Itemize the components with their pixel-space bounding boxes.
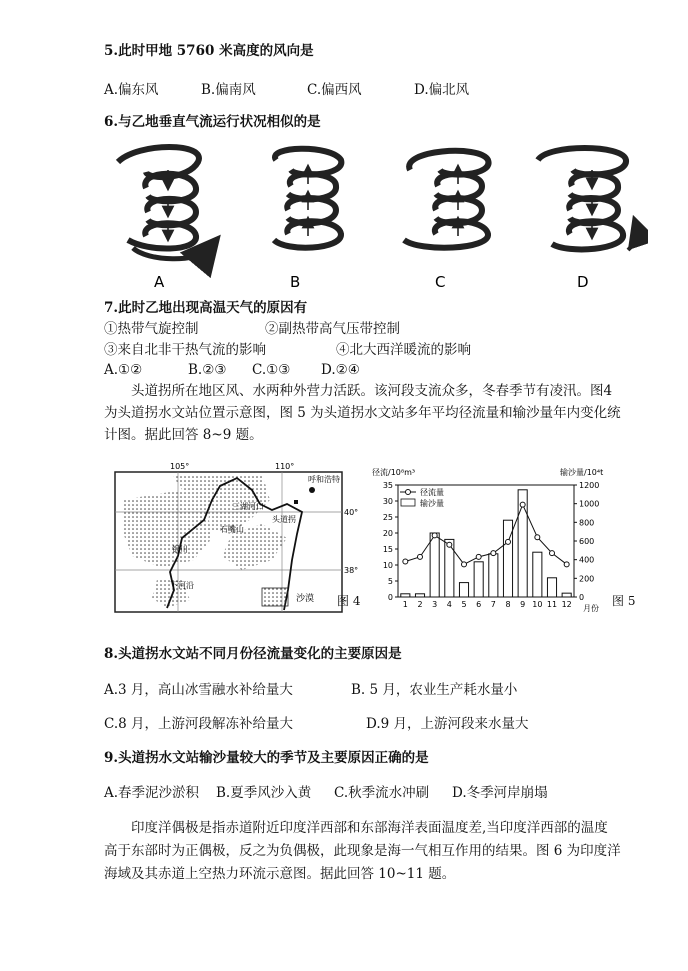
q7-option-b[interactable]: B.②③	[188, 362, 227, 378]
q7-stem: 7.此时乙地出现高温天气的原因有	[104, 300, 308, 316]
place-sanhuhekou: 三湖河口	[232, 502, 264, 511]
runoff-point	[506, 539, 511, 544]
sediment-bar	[415, 594, 424, 597]
q9-option-d[interactable]: D.冬季河岸崩塌	[452, 785, 548, 801]
q5-stem: 5.此时甲地 5760 米高度的风向是	[104, 43, 314, 59]
place-hohhot: 呼和浩特	[308, 475, 340, 484]
legend-sediment-label: 输沙量	[420, 499, 444, 508]
intro1-line1: 头道拐所在地区风、水两种外营力活跃。该河段支流众多，冬春季节有凌汛。图4	[131, 383, 613, 399]
airflow-spirals-figure	[108, 140, 648, 295]
y-left-tick-label: 25	[382, 513, 393, 522]
q8-option-c[interactable]: C.8 月，上游河段解冻补给量大	[104, 716, 294, 732]
spiral-b[interactable]	[274, 149, 341, 248]
intro1-line3: 计图。据此回答 8~9 题。	[104, 427, 263, 443]
runoff-point	[564, 562, 569, 567]
q5-option-c[interactable]: C.偏西风	[307, 82, 362, 98]
spiral-c[interactable]	[404, 151, 489, 248]
spiral-d[interactable]	[538, 148, 639, 250]
lon-105: 105°	[170, 462, 190, 471]
x-tick-label: 7	[490, 600, 496, 609]
x-tick-label: 12	[561, 600, 572, 609]
runoff-point	[491, 551, 496, 556]
runoff-line	[405, 505, 566, 565]
place-yinchuan: 银川	[172, 545, 188, 554]
q6-stem: 6.与乙地垂直气流运行状况相似的是	[104, 114, 321, 130]
place-toudaoguai: 头道拐	[272, 515, 296, 524]
runoff-point	[520, 502, 525, 507]
legend-bar-swatch	[401, 499, 415, 506]
intro1-line2: 为头道拐水文站位置示意图，图 5 为头道拐水文站多年平均径流量和输沙量年内变化统	[104, 405, 621, 421]
legend-runoff-label: 径流量	[420, 488, 444, 497]
sediment-bar	[459, 583, 468, 597]
q7-option-a[interactable]: A.①②	[104, 362, 143, 378]
q5-option-d[interactable]: D.偏北风	[414, 82, 470, 98]
q5-option-a[interactable]: A.偏东风	[104, 82, 159, 98]
x-tick-label: 8	[505, 600, 511, 609]
toudaoguai-dot	[294, 500, 298, 504]
sediment-bar	[562, 593, 571, 597]
chart-ylabel-right: 输沙量/10⁴t	[560, 468, 604, 477]
sediment-bar	[401, 594, 410, 597]
place-shizuishan: 石嘴山	[220, 525, 244, 534]
x-tick-label: 3	[432, 600, 438, 609]
x-tick-label: 5	[461, 600, 467, 609]
x-tick-label: 9	[520, 600, 526, 609]
y-right-tick-label: 800	[579, 518, 595, 528]
x-tick-label: 4	[446, 600, 452, 609]
runoff-point	[476, 554, 481, 559]
y-right-tick-label: 400	[579, 555, 595, 565]
runoff-point	[403, 559, 408, 564]
runoff-point	[462, 562, 467, 567]
x-tick-label: 11	[546, 600, 558, 609]
intro2-line2: 高于东部时为正偶极，反之为负偶极，此现象是海一气相互作用的结果。图 6 为印度洋	[104, 843, 621, 859]
q7-option-c[interactable]: C.①③	[252, 362, 291, 378]
q8-option-a[interactable]: A.3 月，高山冰雪融水补给量大	[104, 682, 293, 698]
q7-item-2: ②副热带高气压带控制	[265, 321, 400, 337]
q7-option-d[interactable]: D.②④	[321, 362, 360, 378]
q7-item-3: ③来自北非干热气流的影响	[104, 342, 266, 358]
y-right-tick-label: 200	[579, 574, 595, 584]
spiral-label-a: A	[154, 273, 165, 291]
map-figure-4	[112, 460, 367, 615]
intro2-line3: 海域及其赤道上空热力环流示意图。据此回答 10~11 题。	[104, 866, 456, 882]
lat-38: 38°	[344, 566, 359, 575]
y-left-tick-label: 5	[387, 577, 393, 586]
place-xiaheyan: 下河沿	[170, 581, 194, 590]
x-tick-label: 2	[417, 600, 423, 609]
spiral-label-b: B	[290, 273, 301, 291]
legend-desert-label: 沙漠	[296, 594, 315, 604]
y-left-tick-label: 0	[387, 593, 393, 602]
spiral-label-d: D	[577, 273, 589, 291]
q9-option-a[interactable]: A.春季泥沙淤积	[104, 785, 200, 801]
x-tick-label: 10	[532, 600, 543, 609]
y-right-tick-label: 0	[579, 593, 585, 602]
q9-stem: 9.头道拐水文站输沙量较大的季节及主要原因正确的是	[104, 750, 429, 766]
y-left-tick-label: 15	[382, 545, 393, 554]
q8-option-d[interactable]: D.9 月，上游河段来水量大	[366, 716, 529, 732]
q7-item-1: ①热带气旋控制	[104, 321, 199, 337]
y-left-tick-label: 35	[382, 481, 393, 490]
runoff-point	[432, 533, 437, 538]
chart-figure-5	[370, 465, 610, 615]
y-left-tick-label: 10	[382, 561, 393, 570]
sediment-bar	[445, 539, 454, 597]
sediment-bar	[430, 533, 439, 597]
runoff-point	[535, 535, 540, 540]
q8-stem: 8.头道拐水文站不同月份径流量变化的主要原因是	[104, 646, 402, 662]
legend-desert-swatch	[262, 588, 288, 606]
spiral-label-c: C	[435, 273, 446, 291]
q7-item-4: ④北大西洋暖流的影响	[336, 342, 471, 358]
sediment-bar	[474, 562, 483, 597]
x-tick-label: 1	[402, 600, 408, 609]
runoff-point	[447, 542, 452, 547]
runoff-point	[550, 551, 555, 556]
sediment-bar	[503, 520, 512, 597]
figure-5-caption: 图 5	[612, 594, 636, 608]
y-right-tick-label: 1000	[579, 499, 600, 509]
chart-xlabel: 月份	[583, 604, 599, 613]
sediment-bar	[533, 552, 542, 597]
x-tick-label: 6	[476, 600, 482, 609]
lon-110: 110°	[275, 462, 295, 471]
y-right-tick-label: 600	[579, 537, 595, 546]
intro2-line1: 印度洋偶极是指赤道附近印度洋西部和东部海洋表面温度差,当印度洋西部的温度	[131, 820, 608, 836]
sediment-bar	[489, 554, 498, 597]
chart-ylabel-left: 径流/10⁸m³	[372, 468, 416, 477]
runoff-point	[418, 554, 423, 559]
spiral-a[interactable]	[118, 147, 208, 259]
q9-option-b[interactable]: B.夏季风沙入黄	[216, 785, 312, 801]
legend-line-marker	[406, 490, 411, 495]
y-left-tick-label: 20	[382, 529, 393, 538]
y-left-tick-label: 30	[382, 497, 393, 506]
q5-option-b[interactable]: B.偏南风	[201, 82, 256, 98]
hohhot-dot	[309, 487, 315, 493]
q8-option-b[interactable]: B. 5 月，农业生产耗水量小	[351, 682, 518, 698]
lat-40: 40°	[344, 508, 359, 517]
y-right-tick-label: 1200	[579, 481, 600, 490]
figure-4-caption: 图 4	[337, 594, 361, 608]
q9-option-c[interactable]: C.秋季流水冲刷	[334, 785, 430, 801]
sediment-bar	[547, 578, 556, 597]
